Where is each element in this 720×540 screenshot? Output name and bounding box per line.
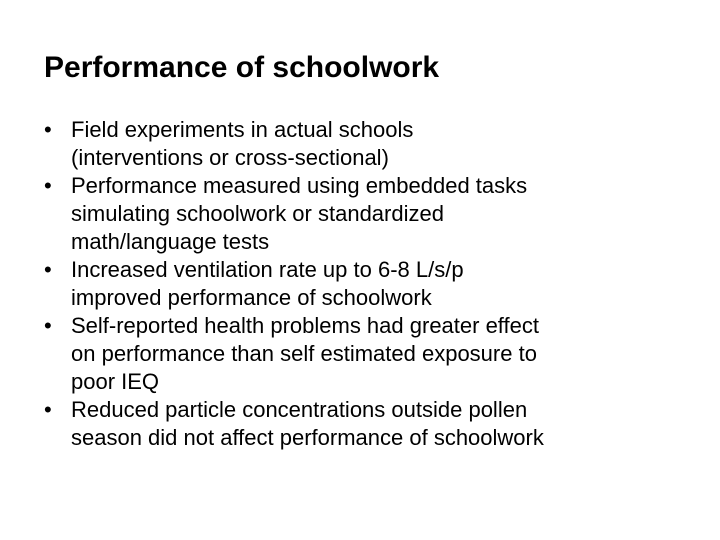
bullet-line: Performance measured using embedded tasks	[71, 173, 528, 198]
bullet-line: simulating schoolwork or standardized	[71, 201, 444, 226]
bullet-icon: •	[44, 173, 52, 198]
bullet-line: Increased ventilation rate up to 6-8 L/s/p	[71, 257, 464, 282]
bullet-item-health-problems	[44, 312, 704, 396]
bullet-line: Field experiments in actual schools	[71, 117, 414, 142]
bullet-line: math/language tests	[71, 229, 270, 254]
bullet-list	[44, 116, 704, 452]
bullet-line: poor IEQ	[71, 369, 160, 394]
bullet-icon: •	[44, 313, 52, 338]
bullet-item-field-experiments	[44, 116, 704, 172]
bullet-line: (interventions or cross-sectional)	[71, 145, 389, 170]
bullet-item-particle-concentrations	[44, 396, 704, 452]
bullet-line: Self-reported health problems had greater effect	[71, 313, 539, 338]
bullet-line: on performance than self estimated exposure to	[71, 341, 537, 366]
slide-title: Performance of schoolwork	[44, 51, 440, 84]
bullet-item-ventilation-rate	[44, 256, 704, 312]
bullet-icon: •	[44, 397, 52, 422]
bullet-item-performance-measured	[44, 172, 704, 256]
bullet-line: season did not affect performance of schoolwork	[71, 425, 544, 450]
bullet-line: improved performance of schoolwork	[71, 285, 432, 310]
bullet-line: Reduced particle concentrations outside pollen	[71, 397, 528, 422]
bullet-icon: •	[44, 257, 52, 282]
bullet-icon: •	[44, 117, 52, 142]
